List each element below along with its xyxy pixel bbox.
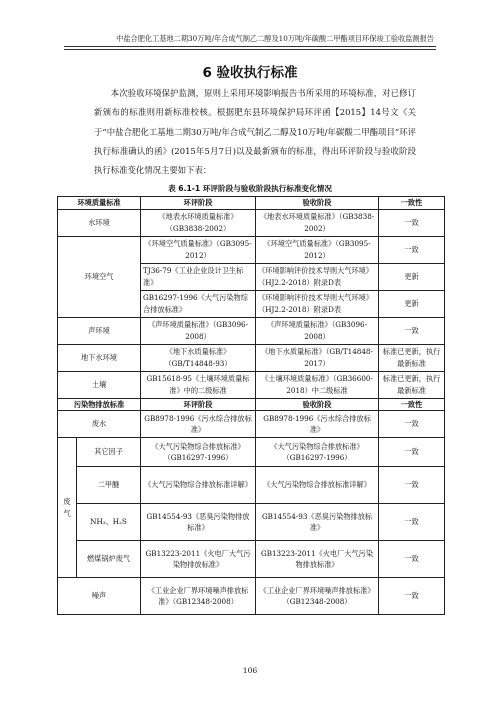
cell-con: 一致: [379, 467, 445, 504]
table-row: [58, 578, 445, 615]
sub-label: 其它因子: [77, 438, 141, 467]
cell-eia: GB16297-1996《大气污染物综合排放标准》: [141, 290, 256, 317]
cell-eia: 《环境空气质量标准》（GB3095-2012）: [141, 236, 256, 263]
env-header-cell: 环境质量标准: [58, 197, 141, 210]
row-label-gas: 废气: [58, 438, 77, 578]
cell-eia: 《地表水环境质量标准》（GB3838-2002）: [141, 209, 256, 236]
cell-con: 标准已更新，执行最新标准: [379, 344, 445, 371]
cell-acc: 《声环境质量标准》（GB3096-2008）: [256, 317, 379, 344]
table-row: [58, 467, 445, 504]
cell-eia: GB13223-2011《火电厂大气污染物排放标准》: [141, 541, 256, 578]
env-header-row: [58, 197, 445, 210]
cell-acc: 《地表水环境质量标准》（GB3838-2002）: [256, 209, 379, 236]
row-label: 废水: [58, 411, 141, 438]
header-rule-thick: [64, 46, 436, 47]
cell-acc: GB13223-2011《火电厂大气污染物排放标准》: [256, 541, 379, 578]
cell-acc: 《环境影响评价技术导则大气环境》（HJ2.2-2018）附录D表: [256, 263, 379, 290]
table-row: [58, 411, 445, 438]
cell-con: 更新: [379, 290, 445, 317]
cell-eia: 《大气污染物综合排放标准》（GB16297-1996）: [141, 438, 256, 467]
cell-acc: 《地下水质量标准》（GB/T14848-2017）: [256, 344, 379, 371]
cell-acc: 《大气污染物综合排放标准详解》: [256, 467, 379, 504]
page-header: 中盐合肥化工基地二期30万吨/年合成气制乙二醇及10万吨/年碳酸二甲酯项目环保竣工验收监测报告: [116, 34, 434, 43]
table-row: [58, 236, 445, 263]
cell-acc: GB14554-93《恶臭污染物排放标准》: [256, 504, 379, 541]
sub-label: 燃煤锅炉废气: [77, 541, 141, 578]
row-label: 声环境: [58, 317, 141, 344]
cell-con: 一致: [379, 236, 445, 263]
row-label: 水环境: [58, 209, 141, 236]
cell-eia: GB14554-93《恶臭污染物排放标准》: [141, 504, 256, 541]
row-label: 噪声: [58, 578, 141, 615]
cell-eia: TJ36-79《工业企业设计卫生标准》: [141, 263, 256, 290]
cell-eia: 《地下水质量标准》（GB/T14848-93）: [141, 344, 256, 371]
env-header-eia: 环评阶段: [141, 197, 256, 210]
env-header-con: 一致性: [379, 197, 445, 210]
paragraph-1: 本次验收环境保护监测，原则上采用环境影响报告书所采用的环境标准，对已修订新颁布的标准则用新标准校核。根据肥东县环境保护局环评函【2015】14号文《关于“中盐合肥化工基地二期30万吨/年合成气制乙二醇及10万吨/年碳酸二甲酯项目”环评执行标准确认的函》(2015年5月7日)以及最新颁布的标准，得出环评阶段与验收阶段执行标准变化情况主要如下表：: [94, 88, 416, 176]
pol-header-acc: 验收阶段: [256, 398, 379, 411]
cell-con: 一致: [379, 504, 445, 541]
cell-eia: 《工业企业厂界环境噪声排放标准》（GB12348-2008）: [141, 578, 256, 615]
table-row: [58, 541, 445, 578]
pol-header-row: [58, 398, 445, 411]
row-label: 土壤: [58, 371, 141, 398]
cell-eia: 《声环境质量标准》（GB3096-2008）: [141, 317, 256, 344]
body-paragraph: [94, 84, 416, 180]
page-number: 106: [242, 666, 258, 675]
row-label: 地下水环境: [58, 344, 141, 371]
cell-con: 一致: [379, 438, 445, 467]
cell-acc: 《工业企业厂界环境噪声排放标准》（GB12348-2008）: [256, 578, 379, 615]
pol-header-con: 一致性: [379, 398, 445, 411]
table-row: [58, 371, 445, 398]
cell-con: 更新: [379, 263, 445, 290]
standards-table: [57, 196, 445, 615]
env-header-acc: 验收阶段: [256, 197, 379, 210]
table-row: [58, 209, 445, 236]
cell-eia: 《大气污染物综合排放标准详解》: [141, 467, 256, 504]
sub-label: NH₃、H₂S: [77, 504, 141, 541]
header-rule-thin: [64, 49, 436, 50]
cell-acc: GB8978-1996《污水综合排放标准》: [256, 411, 379, 438]
row-label: 环境空气: [58, 236, 141, 317]
cell-con: 一致: [379, 209, 445, 236]
cell-acc: 《大气污染物综合排放标准》（GB16297-1996）: [256, 438, 379, 467]
cell-con: 标准已更新，执行最新标准: [379, 371, 445, 398]
cell-con: 一致: [379, 317, 445, 344]
cell-con: 一致: [379, 541, 445, 578]
pol-header-cell: 污染物排放标准: [58, 398, 141, 411]
table-row: [58, 438, 445, 467]
cell-con: 一致: [379, 578, 445, 615]
cell-acc: 《土壤环境质量标准》（GB36600-2018）中二级标准: [256, 371, 379, 398]
table-caption: 表 6.1-1 环评阶段与验收阶段执行标准变化情况: [168, 184, 332, 193]
pol-header-eia: 环评阶段: [141, 398, 256, 411]
table-row: [58, 504, 445, 541]
cell-acc: 《环境影响评价技术导则大气环境》（HJ2.2-2018）附录D表: [256, 290, 379, 317]
sub-label: 二甲醚: [77, 467, 141, 504]
cell-eia: GB8978-1996《污水综合排放标准》: [141, 411, 256, 438]
cell-acc: 《环境空气质量标准》（GB3095-2012）: [256, 236, 379, 263]
table-row: [58, 344, 445, 371]
cell-eia: GB15618-95《土壤环境质量标准》中的二级标准: [141, 371, 256, 398]
table-row: [58, 317, 445, 344]
cell-con: 一致: [379, 411, 445, 438]
section-title: 6 验收执行标准: [202, 65, 298, 81]
